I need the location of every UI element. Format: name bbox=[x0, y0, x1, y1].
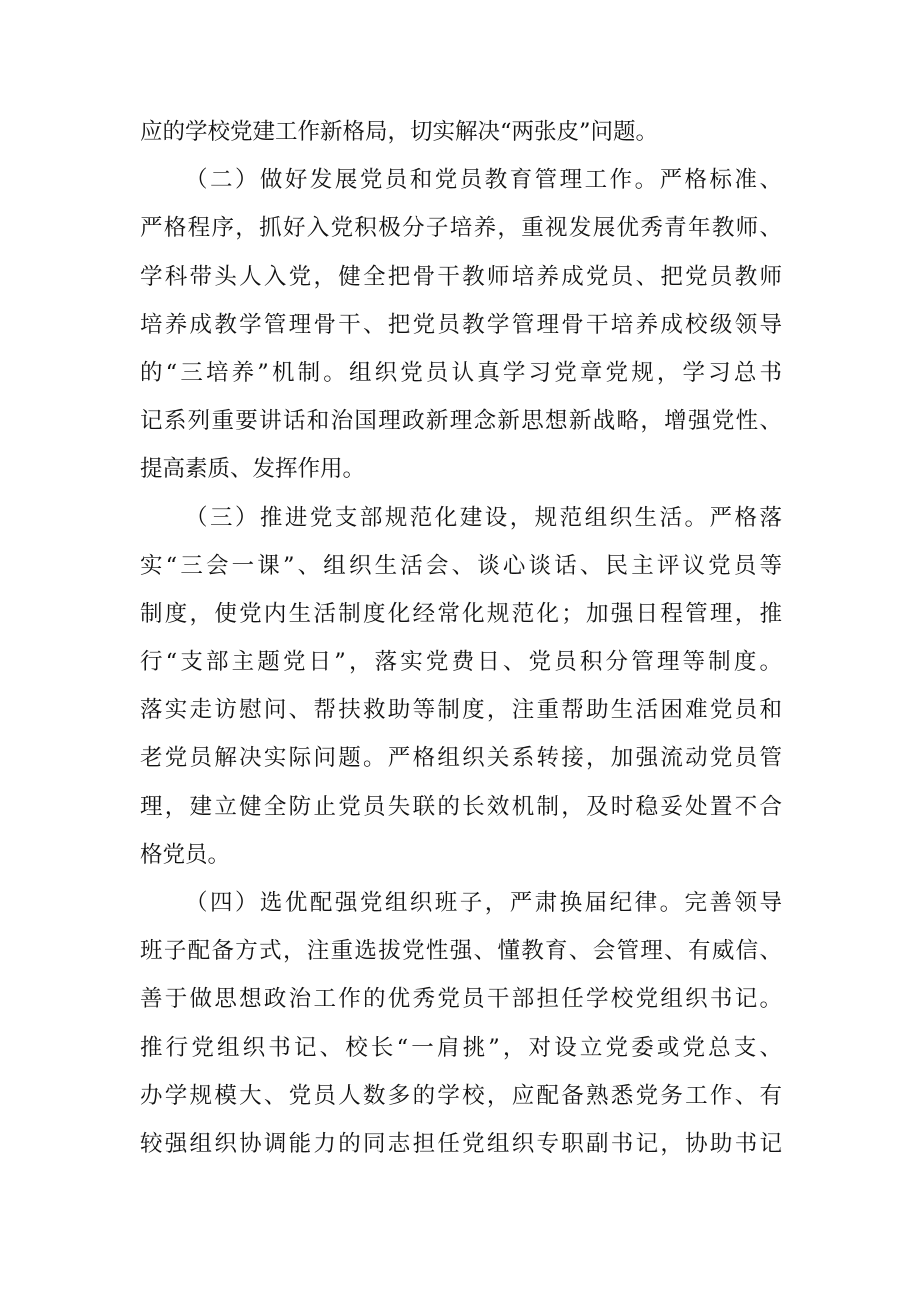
text-line: 提高素质、发挥作用。 bbox=[140, 456, 366, 483]
text-line: 实“三会一课”、组织生活会、谈心谈话、民主评议党员等 bbox=[140, 552, 782, 579]
text-line: 严格程序，抓好入党积极分子培养，重视发展优秀青年教师、 bbox=[140, 215, 782, 242]
text-line: 格党员。 bbox=[140, 841, 231, 868]
text-line: 较强组织协调能力的同志担任党组织专职副书记，协助书记 bbox=[140, 1130, 782, 1157]
text-line: 学科带头人入党，健全把骨干教师培养成党员、把党员教师 bbox=[140, 263, 782, 290]
text-line: （三）推进党支部规范化建设，规范组织生活。严格落 bbox=[185, 504, 782, 531]
document-page bbox=[140, 108, 782, 1168]
text-line: 记系列重要讲话和治国理政新理念新思想新战略，增强党性、 bbox=[140, 408, 782, 435]
text-line: 制度，使党内生活制度化经常化规范化；加强日程管理，推 bbox=[140, 600, 782, 627]
text-line: 班子配备方式，注重选拔党性强、懂教育、会管理、有威信、 bbox=[140, 938, 782, 965]
text-line: （四）选优配强党组织班子，严肃换届纪律。完善领导 bbox=[185, 890, 782, 916]
text-line: 应的学校党建工作新格局，切实解决“两张皮”问题。 bbox=[140, 119, 659, 145]
text-line: 落实走访慰问、帮扶救助等制度，注重帮助生活困难党员和 bbox=[140, 697, 782, 724]
text-line: 推行党组织书记、校长“一肩挑”，对设立党委或党总支、 bbox=[140, 1034, 782, 1061]
text-line: 老党员解决实际问题。严格组织关系转接，加强流动党员管 bbox=[140, 745, 782, 772]
text-line: 理，建立健全防止党员失联的长效机制，及时稳妥处置不合 bbox=[140, 793, 782, 820]
text-line: （二）做好发展党员和党员教育管理工作。严格标准、 bbox=[185, 167, 782, 194]
text-line: 行“支部主题党日”，落实党费日、党员积分管理等制度。 bbox=[140, 649, 782, 676]
text-line: 的“三培养”机制。组织党员认真学习党章党规，学习总书 bbox=[140, 359, 782, 386]
text-line: 善于做思想政治工作的优秀党员干部担任学校党组织书记。 bbox=[140, 986, 782, 1013]
text-line: 培养成教学管理骨干、把党员教学管理骨干培养成校级领导 bbox=[140, 311, 782, 338]
text-line: 办学规模大、党员人数多的学校，应配备熟悉党务工作、有 bbox=[140, 1082, 782, 1109]
